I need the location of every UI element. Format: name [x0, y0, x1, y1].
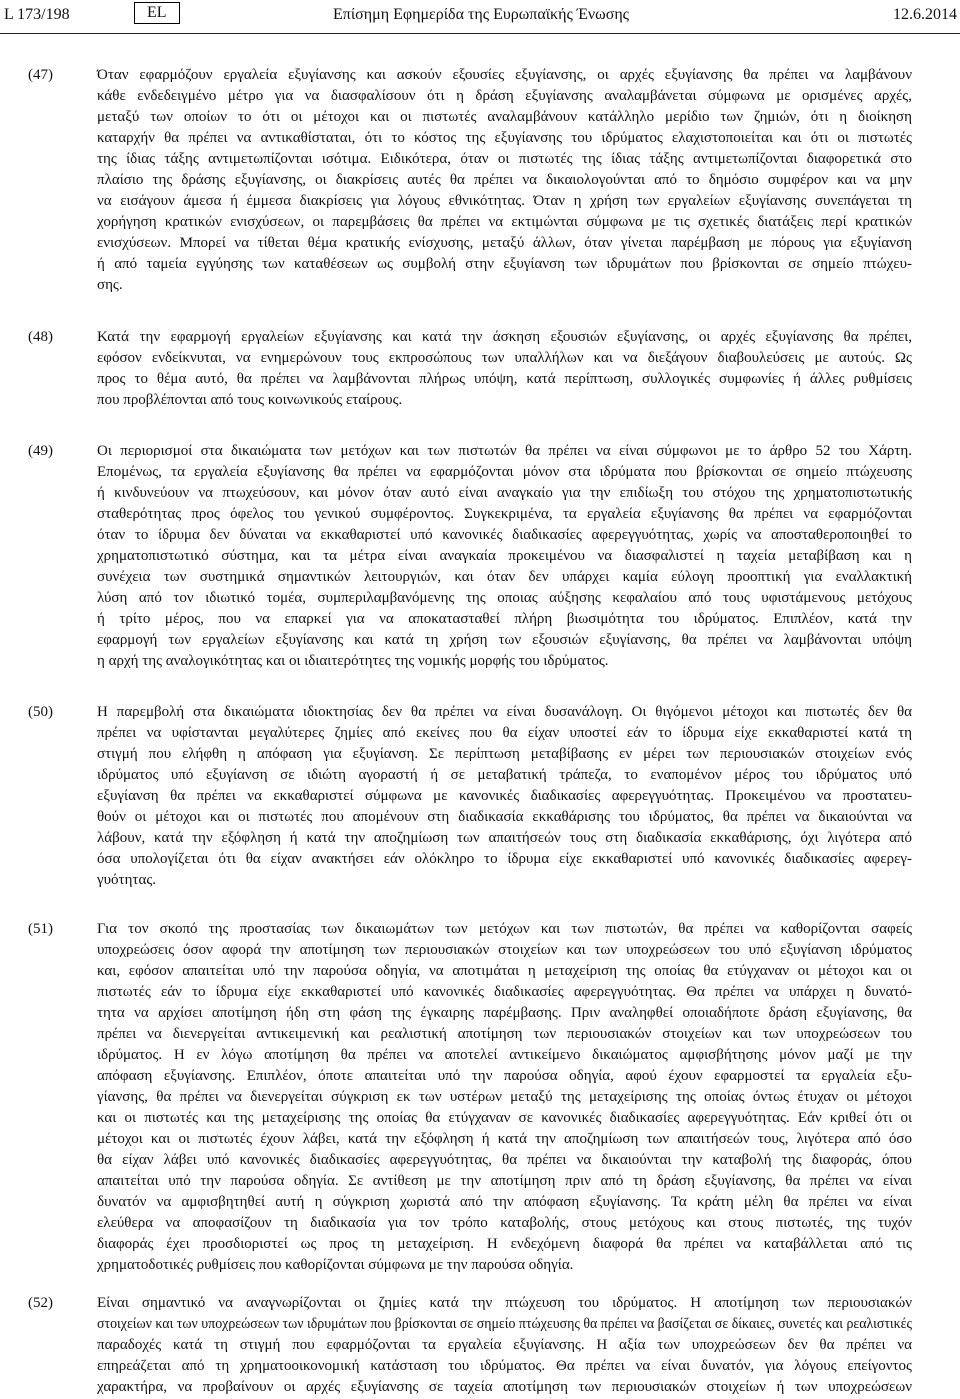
- text-line: παραδοχές κατά τη στιγμή που εφαρμόζονται τα εργαλεία εξυγίανσης. Η αξία των υποχρεώσεων δεν θα πρέπει να: [97, 1337, 912, 1353]
- text-line: πρέπει να διενεργείται αντικειμενική και ρεαλιστική αποτίμηση των περιουσιακών στοιχείων και των υποχρεώσεων του: [97, 1026, 912, 1042]
- text-line: υποχρεώσεις όσον αφορά την αποτίμηση των περιουσιακών στοιχείων και των υποχρεώσεων του υπό εξυγίανση ιδρύματος: [97, 942, 912, 958]
- text-line: στοιχείων και των υποχρεώσεων των ιδρυμάτων που βρίσκονται σε σημείο πτώχευσης θα πρέπει να βασίζεται σε δίκαιες, συνετές και ρεαλιστικές: [97, 1316, 913, 1332]
- recital-number: (51): [28, 921, 53, 937]
- text-line: ή από ταμεία εγγύησης των καταθέσεων ως συμβολή στην εξυγίανση των ιδρυμάτων που βρίσκονται σε σημείο πτώχευ-: [97, 256, 912, 272]
- text-line: μεταξύ των οποίων το ότι οι μέτοχοι και οι πιστωτές αναλαμβάνουν κατάλληλο μερίδιο των ζημιών, ότι η διοίκηση: [97, 109, 912, 125]
- text-line: λύση από τον ιδιωτικό τομέα, συμπεριλαμβανόμενης της οποιας αύξησης κεφαλαίου από τους υφιστάμενους μετόχους: [97, 590, 912, 606]
- recital-number: (49): [28, 443, 53, 459]
- text-line: ή τρίτο μέρος, που να επαρκεί για να αποκατασταθεί πλήρη βιωσιμότητα του ιδρύματος. Επιπλέον, κατά την: [97, 611, 912, 627]
- language-code-box: EL: [134, 2, 180, 24]
- text-line: Επομένως, τα εργαλεία εξυγίανσης θα πρέπει να εφαρμόζονται μόνον στα ιδρύματα που βρίσκονται σε σημείο πτώχευσης: [97, 464, 912, 480]
- text-line: χρηματοπιστωτικό σύστημα, και τα μέτρα είναι αναγκαία προκειμένου να διασφαλιστεί η ταχεία μεταβίβαση και η: [97, 548, 912, 564]
- text-line: απαιτείται υπό την παρούσα οδηγία. Σε αντίθεση με την αποτίμηση πριν από τη δράση εξυγίανσης, θα πρέπει να είναι: [97, 1173, 912, 1189]
- text-line: απόφαση εξυγίανσης. Επιπλέον, όποτε απαιτείται υπό την παρούσα οδηγία, αφού έχουν εφαρμοστεί τα εργαλεία εξυ-: [97, 1068, 913, 1084]
- text-line: μέτοχοι και οι πιστωτές έχουν λάβει, κατά την εξόφληση ή κατά την αποζημίωση των απαιτήσεών τους, λιγότερα από όσο: [97, 1131, 912, 1147]
- text-line: γίανσης, θα πρέπει να διενεργείται σύγκριση εκ των υστέρων μεταξύ της μεταχείρισης της οποίας όντως έτυχαν οι μέτοχοι: [97, 1089, 912, 1105]
- header-divider: [0, 33, 960, 34]
- text-line: χαρακτήρα, να προβαίνουν οι αρχές εξυγίανσης σε ταχεία αποτίμηση των περιουσιακών στοιχείων ή των υποχρεώσεων: [97, 1379, 912, 1395]
- text-line: ιδρύματος υπό εξυγίανση σε ιδιώτη αγοραστή ή σε μεταβατική τράπεζα, το εναπομένον μέρος του ιδρύματος υπό: [97, 767, 912, 783]
- recital-number: (52): [28, 1295, 53, 1311]
- text-line: Όταν εφαρμόζουν εργαλεία εξυγίανσης και ασκούν εξουσίες εξυγίανσης, οι αρχές εξυγίανσης θα πρέπει να λαμβάνουν: [97, 67, 912, 83]
- text-line: ή κινδυνεύουν να πτωχεύσουν, και μόνον όταν αυτό είναι αναγκαίο για την επιδίωξη του στόχου της χρηματοπιστωτικής: [97, 485, 912, 501]
- text-line: χορήγηση κρατικών ενισχύσεων, οι παρεμβάσεις θα πρέπει να εκτιμώνται σύμφωνα με τις σχετικές διατάξεις περί κρατικών: [97, 214, 912, 230]
- recital-text: [97, 919, 912, 1276]
- recital-text: [97, 327, 912, 411]
- text-line: θούν οι μέτοχοι και οι πιστωτές που απομένουν στη διαδικασία εκκαθάρισης του ιδρύματος, θα πρέπει να δικαιούνται να: [97, 809, 912, 825]
- text-line: επηρεάζεται από τη χρηματοοικονομική κατάσταση του ιδρύματος. Θα πρέπει να είναι δυνατόν, για λόγους επείγοντος: [97, 1358, 912, 1374]
- text-line: πιστωτές εάν το ίδρυμα είχε εκκαθαριστεί υπό κανονικές διαδικασίες αφερεγγυότητας. Θα πρέπει να υπάρχει η δυνατό-: [97, 984, 912, 1000]
- text-line: Για τον σκοπό της προστασίας των δικαιωμάτων των μετόχων και των πιστωτών, θα πρέπει να καθορίζονται σαφείς: [97, 921, 913, 937]
- text-line: που προβλέπονται από τους κοινωνικούς εταίρους.: [97, 392, 403, 408]
- text-line: σταθερότητας προς όφελος του γενικού συμφέροντος. Συγκεκριμένα, τα εργαλεία εξυγίανσης θα πρέπει να εφαρμόζονται: [97, 506, 912, 522]
- recital-text: [97, 441, 912, 672]
- recital-number: (48): [28, 329, 53, 345]
- text-line: γυότητας.: [97, 872, 157, 888]
- text-line: εφαρμογή των εργαλείων εξυγίανσης και κατά τη χρήση των εξουσιών εξυγίανσης, θα πρέπει να λαμβάνονται υπόψη: [97, 632, 912, 648]
- journal-title: Επίσημη Εφημερίδα της Ευρωπαϊκής Ένωσης: [332, 6, 630, 23]
- text-line: πρέπει να υφίστανται μεγαλύτερες ζημίες από εκείνες που θα είχαν υποστεί εάν το ίδρυμα είχε εκκαθαριστεί κατά τη: [97, 725, 912, 741]
- page-reference: L 173/198: [4, 6, 70, 23]
- text-line: προς το θέμα αυτό, θα πρέπει να λαμβάνονται πλήρως υπόψη, κατά περίπτωση, συλλογικές συμφωνίες ή άλλες ρυθμίσεις: [97, 371, 912, 387]
- text-line: ελεύθερα να αποφασίζουν τη διαδικασία για τον τρόπο καταβολής, στους μετόχους και στους πιστωτές, της τυχόν: [97, 1215, 912, 1231]
- text-line: και οι πιστωτές και της μεταχείρισης της οποίας θα ετύγχαναν σε κανονικές διαδικασίες αφερεγγυότητας. Εάν κριθεί ότι οι: [97, 1110, 912, 1126]
- text-line: ιδρύματος. Η εν λόγω αποτίμηση θα πρέπει να αποτελεί αντικείμενο δικαιώματος αμφισβήτησης μόνον μαζί με την: [97, 1047, 912, 1063]
- text-line: κάθε ενδεδειγμένο μέτρο για να διασφαλίσουν ότι η δράση εξυγίανσης αναλαμβάνεται σύμφωνα με ορισμένες αρχές,: [97, 88, 912, 104]
- text-line: δυνατόν να αμφισβητηθεί αυτή η σύγκριση χωριστά από την απόφαση εξυγίανσης. Τα κράτη μέλη θα πρέπει να είναι: [97, 1194, 912, 1210]
- text-line: καταρχήν θα πρέπει να αντικαθίσταται, ότι το κόστος της εξυγίανσης του ιδρύματος ελαχιστοποιείται και ότι οι πιστωτές: [97, 130, 912, 146]
- text-line: η αρχή της αναλογικότητας και οι ιδιαιτερότητες της νομικής μορφής του ιδρύματος.: [97, 653, 609, 669]
- text-line: χρηματοδοτικές ρυθμίσεις που καθορίζονται σύμφωνα με την παρούσα οδηγία.: [97, 1257, 574, 1273]
- text-line: να εισάγουν άμεσα ή έμμεσα διακρίσεις για λόγους εθνικότητας. Όταν η χρήση των εργαλείων εξυγίανσης συνεπάγεται τη: [97, 193, 913, 209]
- publication-date: 12.6.2014: [893, 6, 957, 23]
- text-line: στιγμή που ελήφθη η απόφαση για εξυγίανση. Σε περίπτωση μεταβίβασης εν μέρει των περιουσιακών στοιχείων ενός: [97, 746, 912, 762]
- text-line: ενισχύσεων. Μπορεί να τίθεται θέμα κρατικής ενίσχυσης, μεταξύ άλλων, όταν γίνεται παρέμβαση με πόρους για εξυγίανση: [97, 235, 912, 251]
- text-line: λάβουν, κατά την εξόφληση ή κατά την αποζημίωση των απαιτήσεών τους στη διαδικασία εκκαθάρισης, όχι λιγότερα από: [97, 830, 912, 846]
- recital-text: [97, 65, 912, 296]
- text-line: πλαίσιο της δράσης εξυγίανσης, οι διακρίσεις αυτές θα πρέπει να δικαιολογούνται από το δημόσιο συμφέρον και να μην: [97, 172, 912, 188]
- text-line: συνέχεια των συστημικά σημαντικών λειτουργιών, και όταν δεν υπάρχει καμία εύλογη προοπτική για εναλλακτική: [97, 569, 913, 585]
- text-line: Είναι σημαντικό να αναγνωρίζονται οι ζημίες κατά την πτώχευση του ιδρύματος. Η αποτίμηση των περιουσιακών: [97, 1295, 912, 1311]
- recital-number: (47): [28, 67, 53, 83]
- text-line: θα είχαν λάβει υπό κανονικές διαδικασίες αφερεγγυότητας, θα πρέπει να δικαιούνται την καταβολή της διαφοράς, όπου: [97, 1152, 912, 1168]
- text-line: εφόσον ενδείκνυται, να ενημερώνουν τους εκπροσώπους των υπαλλήλων και να διεξάγουν διαβουλεύσεις με αυτούς. Ως: [97, 350, 912, 366]
- page-header: [0, 0, 960, 34]
- text-line: Η παρεμβολή στα δικαιώματα ιδιοκτησίας δεν θα πρέπει να είναι δυσανάλογη. Οι θιγόμενοι μέτοχοι και πιστωτές δεν θα: [97, 704, 912, 720]
- text-line: Κατά την εφαρμογή εργαλείων εξυγίανσης και κατά την άσκηση εξουσιών εξυγίανσης, οι αρχές εξυγίανσης θα πρέπει,: [97, 329, 913, 345]
- text-line: της ίδιας τάξης αντιμετωπίζονται ισότιμα. Ειδικότερα, όταν οι πιστωτές της ίδιας τάξης αντιμετωπίζονται διαφορετικά στο: [97, 151, 912, 167]
- text-line: Οι περιορισμοί στα δικαιώματα των μετόχων και των πιστωτών θα πρέπει να είναι σύμφωνοι με το άρθρο 52 του Χάρτη.: [97, 443, 912, 459]
- text-line: διαφοράς έχει προσδιοριστεί ως προς τη μεταχείριση. Η ενδεχόμενη διαφορά θα πρέπει να καταβάλλεται από τις: [97, 1236, 912, 1252]
- text-line: όσα υπολογίζεται ότι θα είχαν ανακτήσει εάν ολόκληρο το ίδρυμα είχε εκκαθαριστεί υπό κανονικές διαδικασίες αφερεγ-: [97, 851, 912, 867]
- text-line: σης.: [97, 277, 123, 293]
- recital-number: (50): [28, 704, 53, 720]
- recital-text: [97, 702, 912, 891]
- text-line: και, εφόσον απαιτείται υπό την παρούσα οδηγία, να αποτιμάται η μεταχείριση της οποίας θα ετύγχαναν οι μέτοχοι και οι: [97, 963, 912, 979]
- text-line: όταν το ίδρυμα δεν δύναται να εκκαθαριστεί υπό κανονικές διαδικασίες αφερεγγυότητας, χωρίς να αποσταθεροποιηθεί το: [97, 527, 912, 543]
- text-line: τητα να αρχίσει αποτίμηση ήδη στη φάση της έγκαιρης παρέμβασης. Πριν αναληφθεί οποιαδήποτε δράση εξυγίανσης, θα: [97, 1005, 912, 1021]
- recital-text: [97, 1293, 912, 1398]
- text-line: εξυγίανση θα πρέπει να εκκαθαριστεί σύμφωνα με κανονικές διαδικασίες αφερεγγυότητας. Προκειμένου να προστατευ-: [97, 788, 912, 804]
